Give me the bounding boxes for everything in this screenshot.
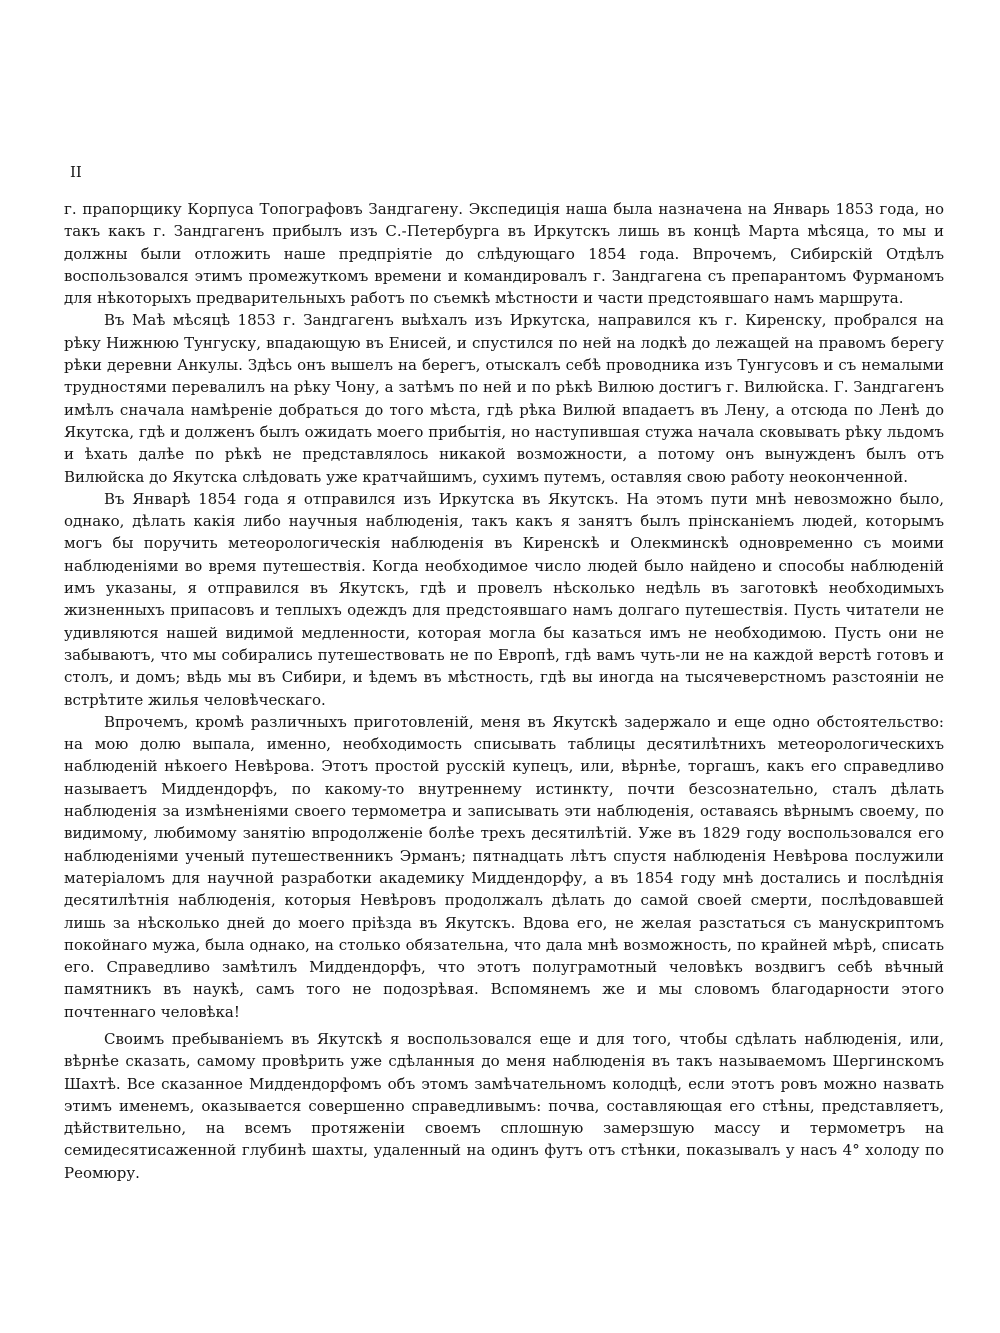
paragraph-4: Впрочемъ, кромѣ различныхъ приготовленій, меня въ Якутскѣ задержало и еще одно обстоятельство: на мою долю выпала, именно, необходимость списывать таблицы десятилѣтнихъ метеорологическихъ наблюденій нѣкоего Невѣрова. Этотъ простой русскій купецъ, или, вѣрнѣе, торгашъ, какъ его справедливо называетъ Миддендорфъ, по какому-то внутреннему истинкту, почти безсознательно, сталъ дѣлать наблюденія за измѣненіями своего термометра и записывать эти наблюденія, оставаясь вѣрнымъ своему, по видимому, любимому занятію впродолженіе болѣе трехъ десятилѣтій. Уже въ 1829 году воспользовался его наблюденіями ученый путешественникъ Эрманъ; пятнадцать лѣтъ спустя наблюденія Невѣрова послужили матеріаломъ для научной разработки академику Миддендорфу, а въ 1854 году мнѣ достались и послѣднія десятилѣтнія наблюденія, которыя Невѣровъ продолжалъ дѣлать до самой своей смерти, послѣдовавшей лишь за нѣсколько дней до моего пріѣзда въ Якутскъ. Вдова его, не желая разстаться съ манускриптомъ покойнаго мужа, была однако, на столько обязательна, что дала мнѣ возможность, по крайней мѣрѣ, списать его. Справедливо замѣтилъ Миддендорфъ, что этотъ полуграмотный человѣкъ воздвигъ себѣ вѣчный памятникъ въ наукѣ, самъ того не подозрѣвая. Вспомянемъ же и мы словомъ благодарности этого почтеннаго человѣка!: [64, 712, 944, 1021]
text-body: [64, 198, 944, 1184]
paragraph-2: Въ Маѣ мѣсяцѣ 1853 г. Зандгагенъ выѣхалъ изъ Иркутска, направился къ г. Киренску, пробрался на рѣку Нижнюю Тунгуску, впадающую въ Енисей, и спустился по ней на лодкѣ до лежащей на правомъ берегу рѣки деревни Анкулы. Здѣсь онъ вышелъ на берегъ, отыскалъ себѣ проводника изъ Тунгусовъ и съ немалыми трудностями перевалилъ на рѣку Чону, а затѣмъ по ней и по рѣкѣ Вилюю достигъ г. Вилюйска. Г. Зандгагенъ имѣлъ сначала намѣреніе добраться до того мѣста, гдѣ рѣка Вилюй впадаетъ въ Лену, а отсюда по Ленѣ до Якутска, гдѣ и долженъ былъ ожидать моего прибытія, но наступившая стужа начала сковывать рѣку льдомъ и ѣхать далѣе по рѣкѣ не представлялось никакой возможности, а потому онъ вынужденъ былъ отъ Вилюйска до Якутска слѣдовать уже кратчайшимъ, сухимъ путемъ, оставляя свою работу неоконченной.: [64, 311, 944, 486]
paragraph-1: г. прапорщику Корпуса Топографовъ Зандгагену. Экспедиція наша была назначена на Январь 1853 года, но такъ какъ г. Зандгагенъ прибылъ изъ С.-Петербурга въ Иркутскъ лишь въ концѣ Марта мѣсяца, то мы и должны были отложить наше предпріятіе до слѣдующаго 1854 года. Впрочемъ, Сибирскій Отдѣлъ воспользовался этимъ промежуткомъ времени и командировалъ г. Зандгагена съ препарантомъ Фурманомъ для нѣкоторыхъ предварительныхъ работъ по съемкѣ мѣстности и части предстоявшаго намъ маршрута.: [64, 200, 944, 308]
page-number: II: [70, 163, 82, 181]
paragraph-3: Въ Январѣ 1854 года я отправился изъ Иркутска въ Якутскъ. На этомъ пути мнѣ невозможно было, однако, дѣлать какія либо научныя наблюденія, такъ какъ я занятъ былъ прінсканіемъ людей, которымъ могъ бы поручить метеорологическія наблюденія въ Киренскѣ и Олекминскѣ одновременно съ моими наблюденіями во время путешествія. Когда необходимое число людей было найдено и способы наблюденій имъ указаны, я отправился въ Якутскъ, гдѣ и провелъ нѣсколько недѣль въ заготовкѣ необходимыхъ жизненныхъ припасовъ и теплыхъ одеждъ для предстоявшаго намъ долгаго путешествія. Пусть читатели не удивляются нашей видимой медленности, которая могла бы казаться имъ не необходимою. Пусть они не забываютъ, что мы собирались путешествовать не по Европѣ, гдѣ вамъ чуть-ли не на каждой верстѣ готовъ и столъ, и домъ; вѣдь мы въ Сибири, и ѣдемъ въ мѣстность, гдѣ вы иногда на тысячеверстномъ разстояніи не встрѣтите жилья человѣческаго.: [64, 489, 944, 709]
paragraph-5: Своимъ пребываніемъ въ Якутскѣ я воспользовался еще и для того, чтобы сдѣлать наблюденія, или, вѣрнѣе сказать, самому провѣрить уже сдѣланныя до меня наблюденія въ такъ называемомъ Шергинскомъ Шахтѣ. Все сказанное Миддендорфомъ объ этомъ замѣчательномъ колодцѣ, если этотъ ровъ можно назвать этимъ именемъ, оказывается совершенно справедливымъ: почва, составляющая его стѣны, представляетъ, дѣйствительно, на всемъ протяженіи своемъ сплошную замерзшую массу и термометръ на семидесятисаженной глубинѣ шахты, удаленный на одинъ футъ отъ стѣнки, показывалъ у насъ 4° холоду по Реомюру.: [64, 1029, 944, 1182]
